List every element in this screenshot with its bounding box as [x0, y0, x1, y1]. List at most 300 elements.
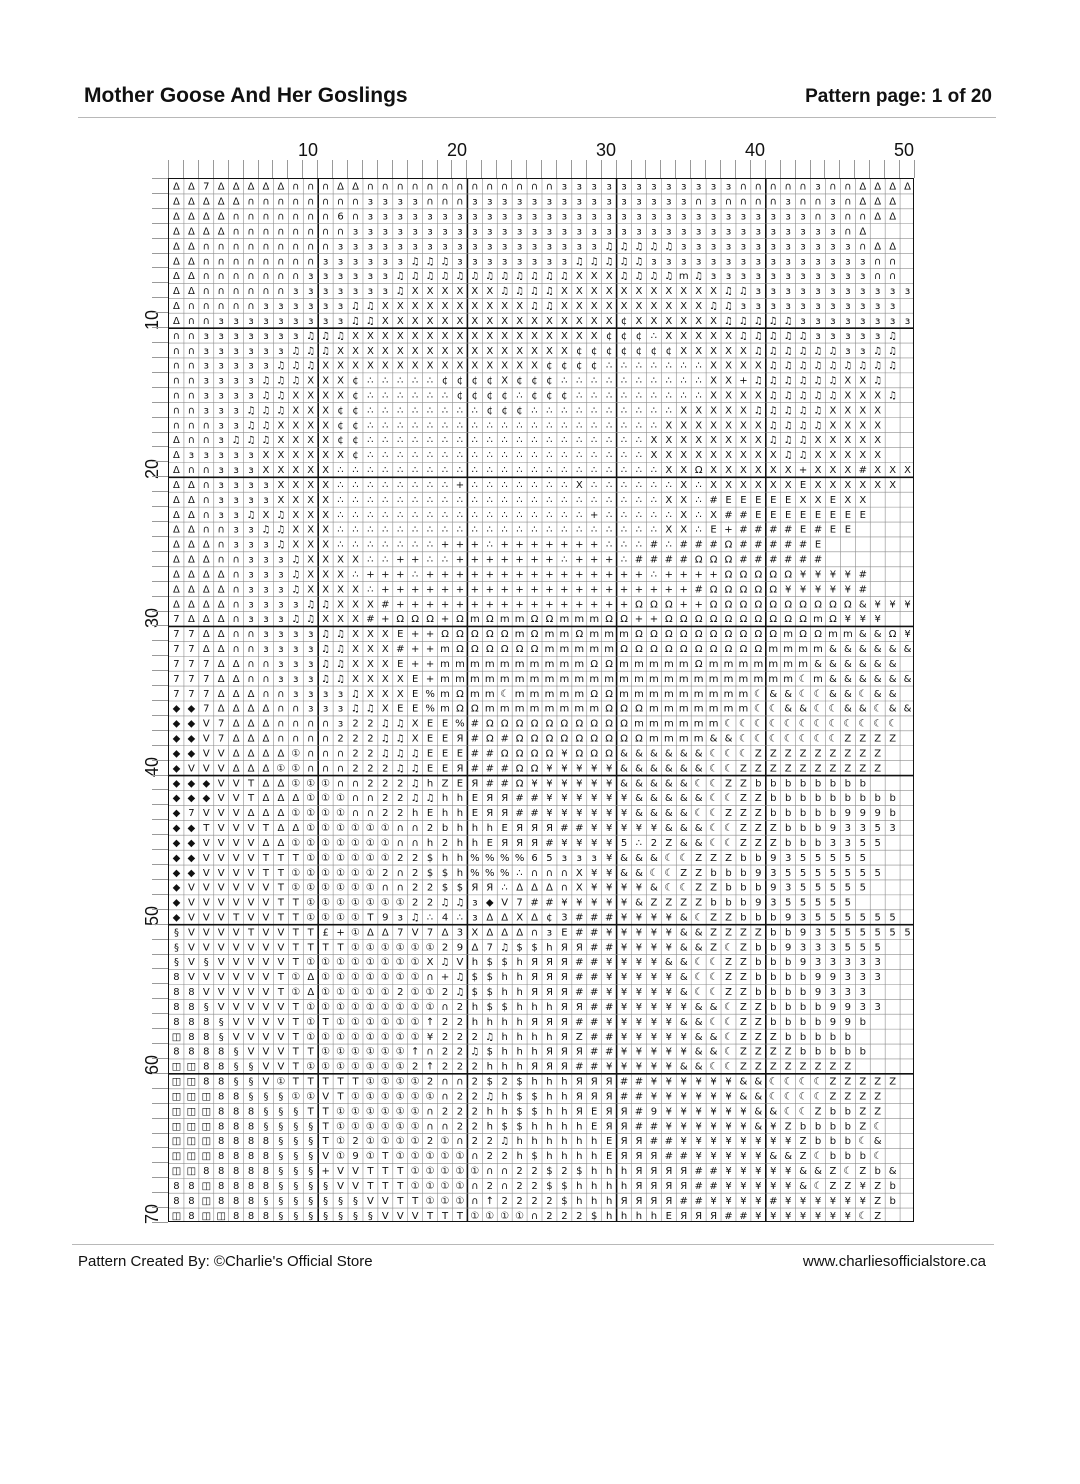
- stitch-symbol: #: [679, 1151, 688, 1163]
- stitch-symbol: ¥: [576, 778, 583, 790]
- stitch-symbol: &: [829, 673, 837, 685]
- stitch-symbol: ①: [395, 1016, 405, 1028]
- stitch-symbol: h: [591, 1136, 598, 1148]
- stitch-symbol: ∩: [321, 748, 330, 760]
- stitch-symbol: +: [470, 584, 480, 596]
- stitch-symbol: &: [858, 644, 867, 656]
- stitch-symbol: ∴: [605, 539, 613, 551]
- stitch-symbol: #: [575, 823, 584, 835]
- ruler-tick: [660, 160, 661, 178]
- stitch-symbol: #: [604, 1046, 614, 1058]
- stitch-symbol: 8: [247, 1136, 255, 1148]
- stitch-symbol: &: [635, 852, 643, 864]
- stitch-symbol: ¥: [755, 1195, 762, 1207]
- stitch-symbol: h: [501, 972, 508, 984]
- stitch-symbol: Z: [739, 778, 747, 790]
- stitch-symbol: Ω: [441, 629, 449, 641]
- stitch-symbol: ◆: [172, 733, 181, 745]
- stitch-symbol: 3: [784, 852, 792, 864]
- stitch-symbol: ¥: [561, 748, 568, 760]
- stitch-symbol: ∩: [321, 718, 330, 730]
- stitch-symbol: 9: [829, 1001, 837, 1013]
- stitch-symbol: X: [695, 420, 703, 432]
- side-ruler-tick: [152, 1162, 168, 1163]
- stitch-symbol: &: [649, 748, 658, 760]
- stitch-symbol: ɜ: [248, 554, 254, 566]
- stitch-symbol: +: [545, 569, 554, 581]
- stitch-symbol: ∩: [366, 793, 375, 805]
- stitch-symbol: 7: [173, 629, 180, 641]
- stitch-symbol: ¥: [740, 1195, 747, 1207]
- stitch-symbol: #: [590, 957, 599, 969]
- stitch-symbol: 6: [531, 852, 538, 864]
- stitch-symbol: Ω: [605, 703, 613, 715]
- stitch-symbol: ɜ: [308, 658, 314, 670]
- stitch-symbol: ♫: [395, 271, 405, 283]
- stitch-symbol: ∩: [187, 405, 196, 417]
- stitch-symbol: Z: [769, 1046, 777, 1058]
- stitch-symbol: Δ: [187, 181, 195, 193]
- stitch-symbol: ∩: [232, 629, 240, 641]
- stitch-symbol: ①: [306, 1016, 316, 1028]
- stitch-symbol: ¥: [770, 1166, 777, 1178]
- stitch-symbol: X: [426, 315, 434, 327]
- stitch-symbol: 5: [844, 867, 852, 879]
- stitch-symbol: #: [769, 1195, 778, 1207]
- stitch-symbol: Ω: [694, 614, 703, 626]
- stitch-symbol: §: [203, 1001, 209, 1013]
- stitch-symbol: ¥: [680, 1046, 687, 1058]
- stitch-symbol: 2: [561, 1166, 568, 1178]
- stitch-symbol: ɜ: [830, 226, 836, 238]
- side-ruler-tick: [152, 193, 168, 194]
- stitch-symbol: X: [605, 286, 613, 298]
- stitch-symbol: ɜ: [666, 211, 672, 223]
- stitch-symbol: E: [755, 494, 762, 506]
- stitch-symbol: Я: [531, 837, 539, 849]
- stitch-symbol: ∴: [486, 539, 493, 551]
- stitch-symbol: Δ: [173, 584, 180, 596]
- stitch-symbol: Ω: [485, 644, 494, 656]
- stitch-symbol: Ω: [471, 629, 479, 641]
- stitch-symbol: +: [410, 554, 420, 566]
- stitch-symbol: X: [725, 375, 732, 387]
- stitch-symbol: ∴: [561, 375, 568, 387]
- stitch-symbol: 9: [874, 808, 881, 820]
- ruler-tick: [287, 160, 288, 178]
- stitch-symbol: h: [516, 1151, 523, 1163]
- stitch-symbol: §: [308, 1210, 314, 1222]
- stitch-symbol: b: [799, 972, 807, 984]
- stitch-symbol: ¥: [725, 1076, 732, 1088]
- stitch-symbol: Z: [665, 897, 673, 909]
- stitch-symbol: m: [484, 673, 495, 685]
- stitch-symbol: ɜ: [248, 569, 254, 581]
- stitch-symbol: ɜ: [636, 211, 642, 223]
- footer-divider: [72, 1244, 994, 1245]
- stitch-symbol: Ω: [724, 569, 733, 581]
- stitch-symbol: ①: [440, 1180, 450, 1192]
- stitch-symbol: ∩: [426, 1121, 434, 1133]
- stitch-symbol: ∩: [217, 524, 225, 536]
- stitch-symbol: 2: [456, 1001, 464, 1013]
- stitch-symbol: &: [843, 673, 852, 685]
- stitch-symbol: $: [501, 957, 508, 969]
- stitch-symbol: +: [649, 614, 659, 626]
- stitch-symbol: ♫: [470, 271, 480, 283]
- stitch-symbol: ɜ: [710, 196, 717, 208]
- stitch-symbol: 5: [829, 927, 837, 939]
- stitch-symbol: &: [903, 673, 912, 685]
- stitch-symbol: $: [486, 972, 493, 984]
- stitch-symbol: ♫: [798, 330, 808, 342]
- stitch-symbol: X: [680, 494, 688, 506]
- stitch-symbol: ①: [365, 852, 375, 864]
- stitch-symbol: ɜ: [531, 241, 538, 253]
- stitch-symbol: ɜ: [636, 226, 642, 238]
- stitch-symbol: ☾: [738, 733, 748, 745]
- stitch-symbol: ♫: [336, 330, 346, 342]
- stitch-symbol: m: [484, 703, 495, 715]
- stitch-symbol: #: [679, 554, 688, 566]
- stitch-symbol: Δ: [173, 599, 180, 611]
- stitch-symbol: ∩: [321, 763, 330, 775]
- stitch-symbol: ɜ: [352, 286, 359, 298]
- stitch-symbol: Z: [799, 763, 807, 775]
- ruler-tick: [675, 160, 676, 178]
- stitch-symbol: Я: [560, 1031, 568, 1043]
- stitch-symbol: ¢: [561, 360, 568, 372]
- stitch-symbol: V: [217, 793, 225, 805]
- stitch-symbol: ¥: [576, 808, 583, 820]
- stitch-symbol: Δ: [277, 823, 285, 835]
- stitch-symbol: h: [620, 1166, 628, 1178]
- stitch-symbol: E: [785, 509, 792, 521]
- stitch-symbol: ♫: [276, 390, 286, 402]
- stitch-symbol: ∴: [605, 420, 613, 432]
- stitch-symbol: ¥: [605, 927, 613, 939]
- stitch-symbol: Ω: [635, 644, 643, 656]
- stitch-symbol: ɜ: [203, 330, 209, 342]
- stitch-symbol: ɜ: [457, 211, 463, 223]
- stitch-symbol: X: [575, 286, 583, 298]
- stitch-symbol: X: [471, 360, 479, 372]
- stitch-symbol: ¥: [695, 1151, 702, 1163]
- side-ruler-tick: [152, 446, 168, 447]
- stitch-symbol: #: [485, 778, 494, 790]
- stitch-symbol: X: [471, 927, 479, 939]
- stitch-symbol: Z: [725, 972, 732, 984]
- stitch-symbol: ☾: [888, 718, 898, 730]
- stitch-symbol: X: [844, 420, 852, 432]
- stitch-symbol: X: [352, 554, 359, 566]
- stitch-symbol: b: [844, 1046, 852, 1058]
- stitch-symbol: b: [770, 912, 777, 924]
- stitch-symbol: E: [412, 688, 419, 700]
- stitch-symbol: ∩: [560, 882, 569, 894]
- stitch-symbol: ∴: [397, 420, 404, 432]
- stitch-symbol: ∩: [187, 301, 196, 313]
- stitch-symbol: ¥: [710, 1151, 717, 1163]
- stitch-symbol: ①: [336, 837, 346, 849]
- stitch-symbol: Я: [620, 1106, 628, 1118]
- stitch-symbol: ☾: [813, 1091, 823, 1103]
- stitch-symbol: ☾: [813, 718, 823, 730]
- stitch-symbol: ◆: [172, 718, 181, 730]
- stitch-symbol: ◫: [201, 1136, 212, 1148]
- stitch-symbol: Z: [829, 1076, 837, 1088]
- stitch-symbol: ɜ: [889, 315, 896, 327]
- side-ruler-tick: [152, 640, 168, 641]
- stitch-symbol: ɜ: [427, 241, 433, 253]
- stitch-symbol: ɜ: [218, 450, 224, 462]
- stitch-symbol: h: [605, 1166, 613, 1178]
- stitch-symbol: ♫: [873, 345, 883, 357]
- stitch-symbol: Я: [545, 1061, 553, 1073]
- stitch-symbol: §: [218, 1031, 224, 1043]
- stitch-symbol: §: [278, 1195, 284, 1207]
- stitch-symbol: m: [678, 703, 689, 715]
- stitch-symbol: ∩: [769, 181, 777, 193]
- stitch-symbol: V: [262, 987, 270, 999]
- stitch-symbol: §: [173, 957, 179, 969]
- stitch-symbol: ♫: [783, 360, 793, 372]
- stitch-symbol: ɜ: [516, 211, 523, 223]
- stitch-symbol: ∴: [546, 524, 553, 536]
- stitch-symbol: X: [665, 465, 673, 477]
- stitch-symbol: b: [874, 793, 881, 805]
- stitch-symbol: X: [322, 360, 330, 372]
- stitch-symbol: ①: [410, 957, 420, 969]
- stitch-symbol: ∴: [471, 420, 479, 432]
- stitch-symbol: Ω: [694, 465, 703, 477]
- stitch-symbol: &: [873, 644, 882, 656]
- stitch-symbol: T: [292, 927, 299, 939]
- stitch-symbol: m: [559, 673, 570, 685]
- stitch-symbol: +: [530, 569, 539, 581]
- stitch-symbol: ɜ: [755, 286, 762, 298]
- stitch-symbol: Z: [725, 987, 732, 999]
- stitch-symbol: #: [783, 539, 793, 551]
- stitch-symbol: ∴: [367, 479, 374, 491]
- stitch-symbol: 8: [232, 1166, 240, 1178]
- stitch-symbol: ¢: [486, 375, 493, 387]
- stitch-symbol: ɜ: [382, 196, 389, 208]
- stitch-symbol: ∴: [397, 390, 404, 402]
- stitch-symbol: ɜ: [561, 241, 568, 253]
- stitch-symbol: ɜ: [516, 241, 523, 253]
- stitch-symbol: Ω: [724, 629, 733, 641]
- stitch-symbol: Ω: [724, 539, 733, 551]
- stitch-symbol: Я: [605, 1106, 613, 1118]
- stitch-symbol: ɜ: [412, 196, 418, 208]
- stitch-symbol: ∴: [576, 524, 583, 536]
- stitch-symbol: V: [247, 882, 255, 894]
- stitch-symbol: Ω: [664, 644, 673, 656]
- stitch-symbol: V: [217, 823, 225, 835]
- stitch-symbol: #: [575, 957, 584, 969]
- stitch-symbol: X: [381, 629, 389, 641]
- stitch-symbol: ♫: [828, 360, 838, 372]
- stitch-symbol: Δ: [173, 554, 180, 566]
- side-ruler-tick: [152, 670, 168, 671]
- stitch-symbol: ¥: [770, 1121, 777, 1133]
- stitch-symbol: ♫: [813, 345, 823, 357]
- stitch-symbol: 9: [844, 1001, 852, 1013]
- stitch-symbol: Z: [784, 763, 792, 775]
- stitch-symbol: ∴: [441, 435, 449, 447]
- stitch-symbol: ∩: [232, 226, 240, 238]
- stitch-symbol: V: [202, 987, 210, 999]
- stitch-symbol: X: [754, 450, 762, 462]
- stitch-symbol: 5: [889, 912, 896, 924]
- stitch-symbol: ♫: [351, 688, 360, 700]
- stitch-symbol: ɜ: [278, 673, 284, 685]
- stitch-symbol: ①: [500, 1210, 510, 1222]
- stitch-symbol: m: [559, 688, 570, 700]
- stitch-symbol: Δ: [262, 703, 270, 715]
- stitch-symbol: ¥: [546, 793, 553, 805]
- stitch-symbol: m: [663, 658, 674, 670]
- stitch-symbol: Δ: [173, 286, 180, 298]
- stitch-symbol: ɜ: [800, 241, 806, 253]
- stitch-symbol: &: [888, 673, 897, 685]
- side-ruler-tick: [152, 1028, 168, 1029]
- stitch-symbol: Ω: [769, 569, 778, 581]
- stitch-symbol: ☾: [724, 718, 733, 730]
- stitch-symbol: 5: [859, 942, 866, 954]
- stitch-symbol: 3: [859, 823, 866, 835]
- stitch-symbol: 5: [829, 852, 837, 864]
- stitch-symbol: ♫: [530, 301, 540, 313]
- stitch-symbol: Z: [799, 1151, 807, 1163]
- stitch-symbol: h: [426, 837, 434, 849]
- stitch-symbol: ①: [365, 987, 375, 999]
- stitch-symbol: X: [710, 509, 718, 521]
- stitch-symbol: ɜ: [785, 271, 791, 283]
- stitch-symbol: ①: [470, 1166, 480, 1178]
- stitch-symbol: X: [739, 450, 747, 462]
- stitch-symbol: b: [770, 987, 777, 999]
- stitch-symbol: ∴: [426, 465, 434, 477]
- stitch-symbol: E: [844, 509, 852, 521]
- stitch-symbol: Ω: [635, 599, 643, 611]
- stitch-symbol: ①: [455, 1166, 465, 1178]
- stitch-symbol: ∴: [620, 420, 628, 432]
- stitch-symbol: Ω: [456, 644, 464, 656]
- stitch-symbol: X: [874, 405, 882, 417]
- stitch-symbol: ɜ: [800, 211, 806, 223]
- stitch-symbol: ¥: [814, 1210, 822, 1222]
- stitch-symbol: 5: [859, 852, 866, 864]
- stitch-symbol: ¥: [576, 763, 583, 775]
- stitch-symbol: $: [441, 867, 449, 879]
- stitch-symbol: ∴: [352, 509, 359, 521]
- stitch-symbol: X: [739, 360, 747, 372]
- stitch-symbol: %: [485, 852, 495, 864]
- stitch-symbol: ¥: [844, 584, 852, 596]
- stitch-symbol: ∴: [411, 405, 419, 417]
- stitch-symbol: ɜ: [442, 226, 448, 238]
- stitch-symbol: ♫: [753, 375, 763, 387]
- stitch-symbol: Δ: [217, 629, 225, 641]
- stitch-symbol: ¥: [635, 957, 643, 969]
- stitch-symbol: Δ: [202, 226, 210, 238]
- stitch-symbol: ☾: [753, 733, 763, 745]
- stitch-symbol: ¥: [620, 882, 628, 894]
- stitch-symbol: ɜ: [561, 181, 568, 193]
- stitch-symbol: ɜ: [546, 196, 553, 208]
- stitch-symbol: ♫: [321, 644, 331, 656]
- stitch-symbol: E: [814, 539, 822, 551]
- stitch-symbol: 7: [173, 614, 180, 626]
- stitch-symbol: X: [650, 435, 658, 447]
- stitch-symbol: X: [307, 494, 315, 506]
- stitch-symbol: ɜ: [472, 256, 478, 268]
- stitch-symbol: E: [441, 718, 449, 730]
- stitch-symbol: 2: [411, 1061, 419, 1073]
- stitch-symbol: m: [798, 658, 808, 670]
- stitch-symbol: ∴: [501, 450, 508, 462]
- stitch-symbol: +: [396, 554, 405, 566]
- stitch-symbol: b: [725, 897, 732, 909]
- stitch-symbol: ∴: [426, 450, 434, 462]
- stitch-symbol: T: [397, 1195, 404, 1207]
- stitch-symbol: ∩: [202, 315, 210, 327]
- stitch-symbol: V: [262, 912, 270, 924]
- stitch-symbol: X: [471, 315, 479, 327]
- stitch-symbol: #: [560, 823, 569, 835]
- stitch-symbol: ¥: [650, 927, 658, 939]
- stitch-symbol: ◆: [485, 897, 494, 909]
- stitch-symbol: m: [783, 658, 794, 670]
- stitch-symbol: ¢: [605, 330, 613, 342]
- stitch-symbol: ∴: [591, 465, 598, 477]
- stitch-symbol: Я: [545, 1016, 553, 1028]
- stitch-symbol: 3: [784, 882, 792, 894]
- side-ruler-tick: [152, 238, 168, 239]
- stitch-symbol: ɜ: [293, 286, 299, 298]
- stitch-symbol: $: [426, 852, 434, 864]
- stitch-symbol: ♫: [455, 271, 465, 283]
- stitch-symbol: b: [859, 1046, 866, 1058]
- stitch-symbol: h: [441, 808, 449, 820]
- stitch-symbol: ɜ: [502, 211, 508, 223]
- stitch-symbol: ∩: [307, 733, 315, 745]
- stitch-symbol: $: [486, 957, 493, 969]
- stitch-symbol: ɜ: [248, 375, 254, 387]
- stitch-symbol: ɜ: [606, 196, 612, 208]
- stitch-symbol: ɜ: [576, 852, 582, 864]
- stitch-symbol: ☾: [709, 837, 719, 849]
- stitch-symbol: 2: [441, 1106, 449, 1118]
- stitch-symbol: Z: [754, 793, 762, 805]
- stitch-symbol: ∩: [202, 494, 210, 506]
- stitch-symbol: 5: [874, 942, 881, 954]
- stitch-symbol: ¢: [516, 405, 523, 417]
- stitch-symbol: +: [396, 569, 405, 581]
- stitch-symbol: ¥: [874, 599, 881, 611]
- stitch-symbol: V: [202, 972, 210, 984]
- stitch-symbol: ¥: [591, 897, 598, 909]
- stitch-symbol: 9: [382, 912, 389, 924]
- stitch-symbol: ɜ: [337, 315, 344, 327]
- stitch-symbol: b: [844, 793, 852, 805]
- stitch-symbol: X: [695, 435, 703, 447]
- stitch-symbol: ☾: [753, 703, 763, 715]
- stitch-symbol: &: [635, 867, 643, 879]
- stitch-symbol: 5: [859, 882, 866, 894]
